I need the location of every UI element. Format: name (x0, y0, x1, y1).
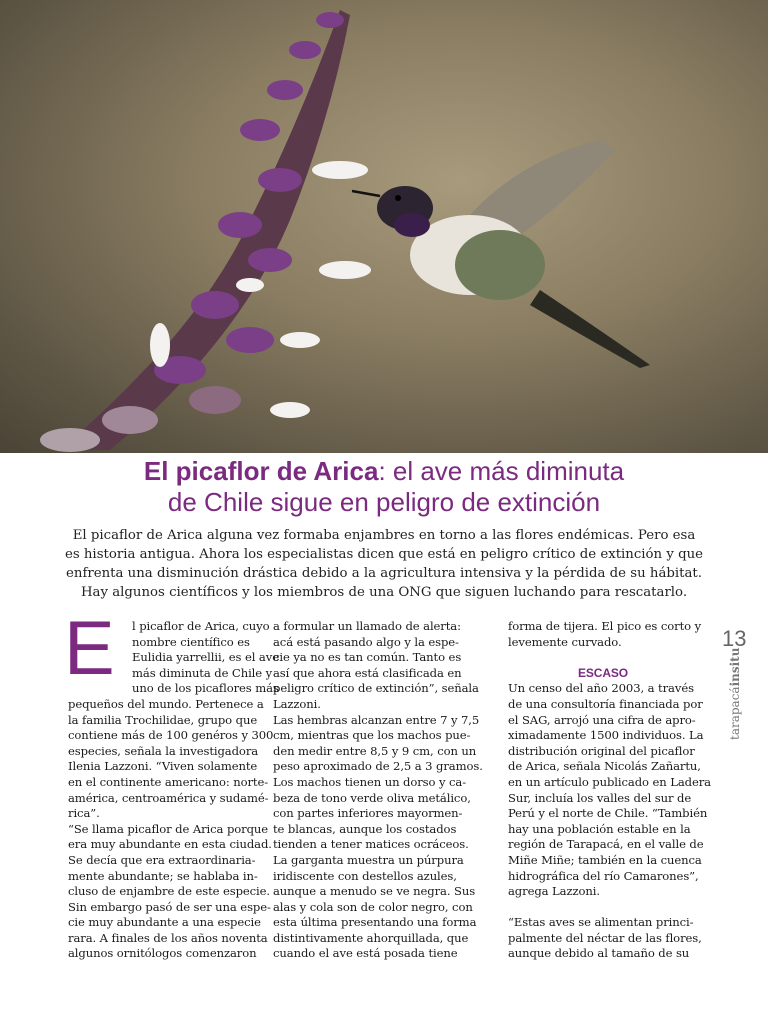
drop-cap: E (64, 606, 115, 691)
text-line: cm, mientras que los machos pue- (273, 728, 471, 743)
text-line: forma de tijera. El pico es corto y (508, 619, 702, 633)
text-line: hidrográfica del río Camarones”, (508, 868, 699, 883)
text-line: Sur, incluía los valles del sur de (508, 790, 692, 805)
text-line: cluso de enjambre de este especie. (68, 884, 271, 899)
title-line1: : el ave más diminuta (378, 456, 625, 486)
brand-part2: insitu (728, 647, 742, 687)
page-number: 13 (722, 626, 747, 651)
text-line: den medir entre 8,5 y 9 cm, con un (273, 743, 477, 758)
hummingbird-flower-illustration (0, 0, 768, 453)
text-line: rara. A finales de los años noventa (68, 930, 268, 945)
text-line: américa, centroamérica y sudamé- (68, 790, 269, 805)
text-line: de una consultoría financiada por (508, 696, 703, 711)
text-line: La garganta muestra un púrpura (273, 852, 464, 867)
text-line: acá está pasando algo y la espe- (273, 634, 459, 649)
text-line: enfrenta una disminución drástica debido a la agricultura intensiva y la pérdida de su hábitat. (66, 566, 702, 581)
text-line: con partes inferiores mayormen- (273, 806, 463, 821)
text-line: peso aproximado de 2,5 a 3 gramos. (273, 759, 483, 774)
text-line: hay una población estable en la (508, 821, 691, 836)
text-line: cie ya no es tan común. Tanto es (273, 650, 462, 665)
text-line: distribución original del picaflor (508, 743, 695, 758)
text-line: iridiscente con destellos azules, (273, 868, 457, 883)
text-line: de Arica, señala Nicolás Zañartu, (508, 759, 701, 774)
text-line: alas y cola son de color negro, con (273, 899, 473, 914)
text-line: contiene más de 100 genéros y 300 (68, 728, 274, 743)
title-line2: de Chile sigue en peligro de extinción (167, 487, 601, 517)
text-line: palmente del néctar de las flores, (508, 930, 702, 945)
text-line: aunque debido al tamaño de su (508, 946, 690, 961)
text-line: así que ahora está clasificada en (273, 665, 462, 680)
text-line: en un artículo publicado en Ladera (508, 774, 711, 789)
article-intro (40, 526, 728, 602)
section-subheading: ESCASO (577, 665, 629, 680)
text-line: la familia Trochilidae, grupo que (68, 712, 258, 727)
text-line: te blancas, aunque los costados (273, 821, 457, 836)
body-column-2 (273, 619, 483, 962)
text-line: nombre científico es (132, 634, 250, 649)
text-line: cuando el ave está posada tiene (273, 946, 458, 961)
text-line: peligro crítico de extinción”, señala (273, 681, 479, 696)
text-line: distintivamente ahorquillada, que (273, 930, 469, 945)
text-line: tienden a tener matices ocráceos. (273, 837, 469, 852)
text-line: Perú y el norte de Chile. “También (508, 806, 708, 821)
text-line: Lazzoni. (273, 696, 321, 711)
text-line: en el continente americano: norte- (68, 774, 269, 789)
body-column-1 (68, 619, 279, 962)
text-line: uno de los picaflores más (132, 681, 279, 696)
text-line: agrega Lazzoni. (508, 884, 600, 899)
body-column-3 (508, 619, 711, 962)
text-line: cie muy abundante a una especie (68, 915, 261, 930)
text-line: Sin embargo pasó de ser una espe- (68, 899, 271, 914)
text-line: especies, señala la investigadora (68, 743, 259, 758)
paragraph-gap (508, 650, 711, 666)
text-line: l picaflor de Arica, cuyo (132, 619, 270, 633)
text-line: mente abundante; se hablaba in- (68, 868, 258, 883)
magazine-brand (728, 648, 742, 740)
text-line: Los machos tienen un dorso y ca- (273, 774, 467, 789)
brand-part1: tarapacá (728, 686, 742, 740)
article-title (0, 456, 768, 518)
text-line: Hay algunos científicos y los miembros de una ONG que siguen luchando para rescatarlo. (80, 585, 688, 600)
text-line: ximadamente 1500 individuos. La (508, 728, 704, 743)
text-line: era muy abundante en esta ciudad. (68, 837, 272, 852)
text-line: aunque a menudo se ve negra. Sus (273, 884, 476, 899)
paragraph-gap (508, 900, 711, 916)
text-line: “Se llama picaflor de Arica porque (68, 821, 269, 836)
text-line: Ilenia Lazzoni. “Viven solamente (68, 759, 258, 774)
text-line: Miñe Miñe; también en la cuenca (508, 852, 702, 867)
text-line: Las hembras alcanzan entre 7 y 7,5 (273, 712, 480, 727)
text-line: es historia antigua. Ahora los especialistas dicen que está en peligro crítico de extinción y que (64, 547, 704, 562)
text-line: región de Tarapacá, en el valle de (508, 837, 704, 852)
hero-photo (0, 0, 768, 453)
text-line: beza de tono verde oliva metálico, (273, 790, 471, 805)
title-bold: El picaflor de Arica (143, 456, 379, 486)
text-line: Se decía que era extraordinaria- (68, 852, 256, 867)
text-line: Eulidia yarrellii, es el ave (132, 650, 279, 665)
text-line: esta última presentando una forma (273, 915, 477, 930)
text-line: algunos ornitólogos comenzaron (68, 946, 257, 961)
text-line: a formular un llamado de alerta: (273, 619, 461, 633)
text-line: rica”. (68, 806, 100, 821)
text-line: pequeños del mundo. Pertenece a (68, 696, 264, 711)
text-line: El picaflor de Arica alguna vez formaba enjambres en torno a las flores endémicas. Pero esa (72, 528, 696, 543)
text-line: el SAG, arrojó una cifra de apro- (508, 712, 696, 727)
text-line: más diminuta de Chile y (132, 665, 273, 680)
text-line: “Estas aves se alimentan princi- (508, 915, 694, 930)
text-line: Un censo del año 2003, a través (508, 681, 694, 696)
text-line: levemente curvado. (508, 634, 622, 649)
